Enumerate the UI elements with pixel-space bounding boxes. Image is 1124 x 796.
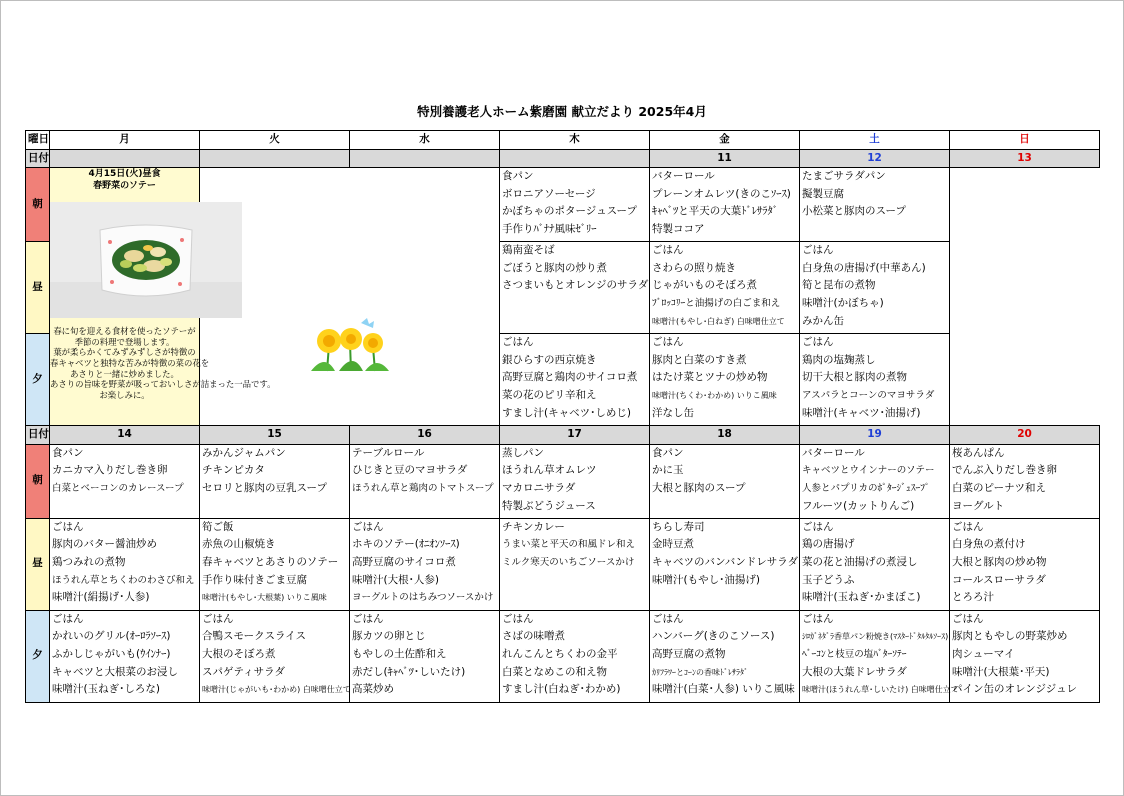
w2-thu-dinner [500,610,650,702]
menu-item: 筍ご飯 [202,520,234,533]
w2-wed-breakfast [350,444,500,518]
menu-item: 鶏つみれの煮物 [52,555,126,568]
feature-title-dish: 春野菜のソテー [93,181,156,192]
w2-mon-breakfast [50,444,200,518]
menu-item: 味噌汁(ほうれん草･しいたけ) 白味噌仕立て [802,685,959,695]
w2-wed-lunch [350,518,500,610]
menu-item: 白身魚の唐揚げ(中華あん) [802,261,926,274]
menu-item: スパゲティサラダ [202,665,286,678]
date-mon: 14 [50,426,200,445]
weekday-header-row [26,131,1100,150]
menu-item: ごはん [802,520,834,533]
fri-dinner [500,334,650,426]
menu-item: 高野豆腐の煮物 [652,647,726,660]
menu-item: うまい菜と平天の和風ドレ和え [502,539,636,551]
w2-fri-lunch [650,518,800,610]
date-empty [200,149,350,168]
menu-item: さつまいもとオレンジのサラダ [502,279,649,292]
menu-item: 鶏南蛮そば [502,244,555,257]
menu-item: 豚肉ともやしの野菜炒め [952,630,1068,643]
feature-title-date: 4月15日(火)昼食 [88,169,161,180]
w2-wed-dinner [350,610,500,702]
menu-item: ちらし寿司 [652,520,705,533]
menu-item: さわらの照り焼き [652,261,736,274]
menu-item: 味噌汁(もやし･白ねぎ) 白味噌仕立て [652,316,785,326]
menu-item: 手作りﾊﾞﾅﾅ風味ｾﾞﾘｰ [502,222,597,235]
menu-item: 大根と豚肉の炒め物 [952,555,1047,568]
menu-item: 味噌汁(ちくわ･わかめ) いりこ風味 [652,390,777,400]
menu-item: ごはん [202,612,234,625]
date-wed: 16 [350,426,500,445]
menu-item: 白菜とベーコンのカレースープ [52,482,184,494]
menu-item: 豚肉と白菜のすき煮 [652,353,747,366]
menu-item: ごぼうと豚肉の炒り煮 [502,261,607,274]
w2-sat-lunch [800,518,950,610]
menu-item: 味噌汁(キャベツ･油揚げ) [802,406,921,419]
menu-item: ごはん [52,520,84,533]
menu-item: 味噌汁(大根葉･平天) [952,665,1050,678]
menu-item: 味噌汁(玉ねぎ･かまぼこ) [802,591,921,604]
menu-item: ヨーグルト [952,499,1005,512]
week2-breakfast-row [26,444,1100,518]
menu-item: ふかしじゃがいも(ｳｲﾝﾅｰ) [52,647,171,660]
menu-item: 合鴨スモークスライス [202,630,307,643]
menu-item: ごはん [802,244,834,257]
menu-item: かに玉 [652,464,684,477]
menu-item: 高菜炒め [352,683,394,696]
day-fri: 金 [650,131,800,150]
meal-dinner-label: 夕 [26,334,50,426]
meal-lunch-label: 昼 [26,242,50,334]
feature-description-line: お楽しみに。 [99,389,150,400]
menu-item: 味噌汁(白菜･人参) いりこ風味 [652,683,795,696]
feature-description-line: 葉が柔らかくてみずみずしさが特徴の [53,347,196,358]
menu-item: 味噌汁(玉ねぎ･しろな) [52,683,160,696]
menu-item: ごはん [652,244,684,257]
menu-item: でんぶ入りだし巻き卵 [952,464,1057,477]
week2-dinner-row [26,610,1100,702]
menu-item: ごはん [52,612,84,625]
menu-item: 菜の花のピリ辛和え [502,388,597,401]
menu-item: パイン缶のオレンジジュレ [952,683,1078,696]
menu-item: もやしの土佐酢和え [352,647,447,660]
menu-item: ほうれん草オムレツ [502,464,597,477]
date-empty [500,149,650,168]
w2-fri-dinner [650,610,800,702]
menu-item: マカロニサラダ [502,481,576,494]
w2-tue-dinner [200,610,350,702]
menu-item: れんこんとちくわの金平 [502,647,618,660]
meal-lunch-label: 昼 [26,518,50,610]
menu-item: カニカマ入りだし巻き卵 [52,464,168,477]
w2-tue-lunch [200,518,350,610]
menu-item: キャベツとウインナーのソテー [802,465,935,477]
menu-item: アスパラとコーンのマヨサラダ [802,389,935,401]
menu-item: ごはん [502,612,534,625]
menu-item: 擬製豆腐 [802,187,844,200]
menu-item: ボロニアソーセージ [502,187,596,200]
menu-item: 味噌汁(じゃがいも･わかめ) 白味噌仕立て [202,685,351,695]
day-sat: 土 [800,131,950,150]
fri-breakfast [500,168,650,242]
menu-item: チキンカレー [502,520,565,533]
menu-item: 赤魚の山椒焼き [202,538,276,551]
menu-item: 白身魚の煮付け [952,538,1026,551]
date-empty [350,149,500,168]
menu-item: 金時豆煮 [652,538,694,551]
menu-item: 桜あんぱん [952,446,1005,459]
menu-item: 豚肉のバター醤油炒め [52,538,157,551]
menu-item: 菜の花と油揚げの煮浸し [802,555,918,568]
menu-item: ハンバーグ(きのこソース) [652,630,775,643]
menu-item: ごはん [952,612,984,625]
menu-item: コールスローサラダ [952,573,1046,586]
menu-item: キャベツのバンバンドレサラダ [652,555,799,568]
menu-item: 鶏の唐揚げ [802,538,855,551]
date-sat: 12 [800,149,950,168]
sat-dinner [650,334,800,426]
date-empty [50,149,200,168]
menu-item: 春キャベツとあさりのソテー [202,555,339,568]
menu-item: ｶﾘﾌﾗﾜｰとｺｰﾝの香味ﾄﾞﾚｻﾗﾀﾞ [652,667,748,677]
week2-lunch-row [26,518,1100,610]
menu-item: テーブルロール [352,446,425,459]
menu-item: バターロール [802,446,865,459]
sun-lunch [800,242,950,334]
menu-item: ごはん [802,336,834,349]
menu-item: 食パン [652,446,684,459]
menu-item: ホキのソテー(ｵﾆｵﾝｿｰｽ) [352,538,460,551]
w2-sun-lunch [950,518,1100,610]
date-fri: 18 [650,426,800,445]
menu-item: ごはん [352,520,384,533]
sat-breakfast [650,168,800,242]
w2-mon-lunch [50,518,200,610]
menu-table [25,130,1100,703]
meal-breakfast-label: 朝 [26,168,50,242]
menu-item: 洋なし缶 [652,406,694,419]
menu-item: 手作り味付きごま豆腐 [202,573,307,586]
menu-item: 高野豆腐と鶏肉のサイコロ煮 [502,371,638,384]
w2-thu-breakfast [500,444,650,518]
menu-item: 特製ぶどうジュース [502,499,596,512]
dandelion-flowers-icon [305,313,395,373]
menu-item: 味噌汁(大根･人参) [352,573,439,586]
w2-tue-breakfast [200,444,350,518]
menu-item: キャベツと大根菜のお浸し [52,665,178,678]
date-sun: 20 [950,426,1100,445]
menu-item: ひじきと豆のマヨサラダ [352,464,468,477]
meal-dinner-label: 夕 [26,610,50,702]
feature-description-line: 春キャベツと独特な苦みが特徴の菜の花を [50,357,210,368]
menu-item: プレーンオムレツ(きのこｿｰｽ) [652,187,791,200]
menu-item: 大根と豚肉のスープ [652,481,746,494]
menu-item: バターロール [652,170,715,183]
menu-item: かれいのグリル(ｵｰﾛﾗｿｰｽ) [52,630,171,643]
w2-sun-breakfast [950,444,1100,518]
menu-item: ﾍﾞｰｺﾝと枝豆の塩ﾊﾞﾀｰｿﾃｰ [802,648,907,660]
menu-item: 味噌汁(絹揚げ･人参) [52,591,150,604]
menu-item: 切干大根と豚肉の煮物 [802,371,907,384]
menu-item: 高野豆腐のサイコロ煮 [352,555,456,568]
menu-item: とろろ汁 [952,591,994,604]
feature-panel [50,168,276,426]
menu-item: ごはん [502,336,534,349]
menu-item: 銀ひらすの西京焼き [502,353,597,366]
menu-item: すまし汁(キャベツ･しめじ) [502,406,631,419]
feature-description-line: 春に旬を迎える食材を使ったソテーが [53,326,196,337]
day-thu: 木 [500,131,650,150]
menu-item: 特製ココア [652,222,705,235]
menu-item: ごはん [652,612,684,625]
menu-item: 白菜のピーナツ和え [952,481,1046,494]
menu-item: ほうれん草とちくわのわさび和え [52,574,195,586]
date-sun: 13 [950,149,1100,168]
w2-sun-dinner [950,610,1100,702]
sat-lunch [650,242,800,334]
menu-item: はたけ菜とツナの炒め物 [652,371,768,384]
menu-item: 味噌汁(もやし･大根葉) いりこ風味 [202,593,327,603]
week2-date-row [26,426,1100,445]
date-label: 日付 [26,426,50,445]
sun-breakfast [800,168,950,242]
fri-lunch [500,242,650,334]
menu-item: 豚カツの卵とじ [352,630,426,643]
week1-breakfast-row [26,168,1100,242]
w2-mon-dinner [50,610,200,702]
menu-item: ﾌﾞﾛｯｺﾘｰと油揚げの白ごま和え [652,297,781,309]
menu-item: かぼちゃのポタージュスープ [502,205,638,218]
menu-item: ごはん [652,336,684,349]
meal-breakfast-label: 朝 [26,444,50,518]
menu-item: さばの味噌煮 [502,630,565,643]
menu-item: ｷｬﾍﾞﾂと平天の大葉ﾄﾞﾚｻﾗﾀﾞ [652,205,778,218]
menu-item: 大根の大葉ドレサラダ [802,665,907,678]
menu-item: 食パン [502,170,534,183]
day-mon: 月 [50,131,200,150]
menu-item: 玉子どうふ [802,573,855,586]
menu-item: ｼﾛｶﾞﾈﾀﾞﾗ香草パン粉焼き(ﾏｽﾀｰﾄﾞﾀﾙﾀﾙｿｰｽ) [802,632,949,642]
menu-item: 筍と昆布の煮物 [802,279,876,292]
date-fri: 11 [650,149,800,168]
menu-item: みかん缶 [802,314,844,327]
w2-sat-dinner [800,610,959,702]
menu-item: セロリと豚肉の豆乳スープ [202,481,327,494]
menu-item: すまし汁(白ねぎ･わかめ) [502,683,621,696]
menu-item: チキンピカタ [202,464,265,477]
day-tue: 火 [200,131,350,150]
date-label: 日付 [26,149,50,168]
feature-description-line: 季節の料理で登場します。 [74,336,175,347]
menu-item: 白菜となめこの和え物 [502,665,607,678]
feature-description-line: あさりの旨味を野菜が吸っておいしさが詰まった一品です。 [50,379,276,390]
menu-item: 肉シューマイ [952,647,1015,660]
stir-fry-dish-photo [50,202,242,318]
menu-item: たまごサラダパン [802,170,886,183]
menu-item: フルーツ(カットりんご) [802,499,915,512]
week1-date-row [26,149,1100,168]
menu-item: ごはん [952,520,984,533]
menu-item: 味噌汁(かぼちゃ) [802,296,884,309]
w2-sat-breakfast [800,444,950,518]
day-sun: 日 [950,131,1100,150]
date-thu: 17 [500,426,650,445]
menu-item: ごはん [802,612,834,625]
menu-item: ほうれん草と鶏肉のトマトスープ [352,482,494,494]
menu-item: 蒸しパン [502,446,544,459]
menu-item: ヨーグルトのはちみつソースかけ [352,592,494,604]
date-tue: 15 [200,426,350,445]
menu-item: 食パン [52,446,84,459]
menu-item: じゃがいものそぼろ煮 [652,279,757,292]
weekday-label: 曜日 [26,131,50,150]
menu-item: 大根のそぼろ煮 [202,647,276,660]
date-sat: 19 [800,426,950,445]
w2-thu-lunch [500,518,650,610]
menu-item: 赤だし(ｷｬﾍﾞﾂ･しいたけ) [352,665,466,678]
menu-item: ミルク寒天のいちごソースかけ [502,556,635,568]
w2-fri-breakfast [650,444,800,518]
page-title: 特別養護老人ホーム紫磨園 献立だより 2025年4月 [417,104,707,119]
feature-description-line: あさりと一緒に炒めました。 [70,368,179,379]
menu-item: 人参とパプリカのﾎﾟﾀｰｼﾞｭｽｰﾌﾟ [802,482,930,494]
day-wed: 水 [350,131,500,150]
menu-item: 鶏肉の塩麹蒸し [802,353,876,366]
sun-dinner [800,334,950,426]
menu-item: 小松菜と豚肉のスープ [802,205,906,218]
menu-item: 味噌汁(もやし･油揚げ) [652,573,760,586]
menu-item: みかんジャムパン [202,446,286,459]
menu-item: ごはん [352,612,384,625]
